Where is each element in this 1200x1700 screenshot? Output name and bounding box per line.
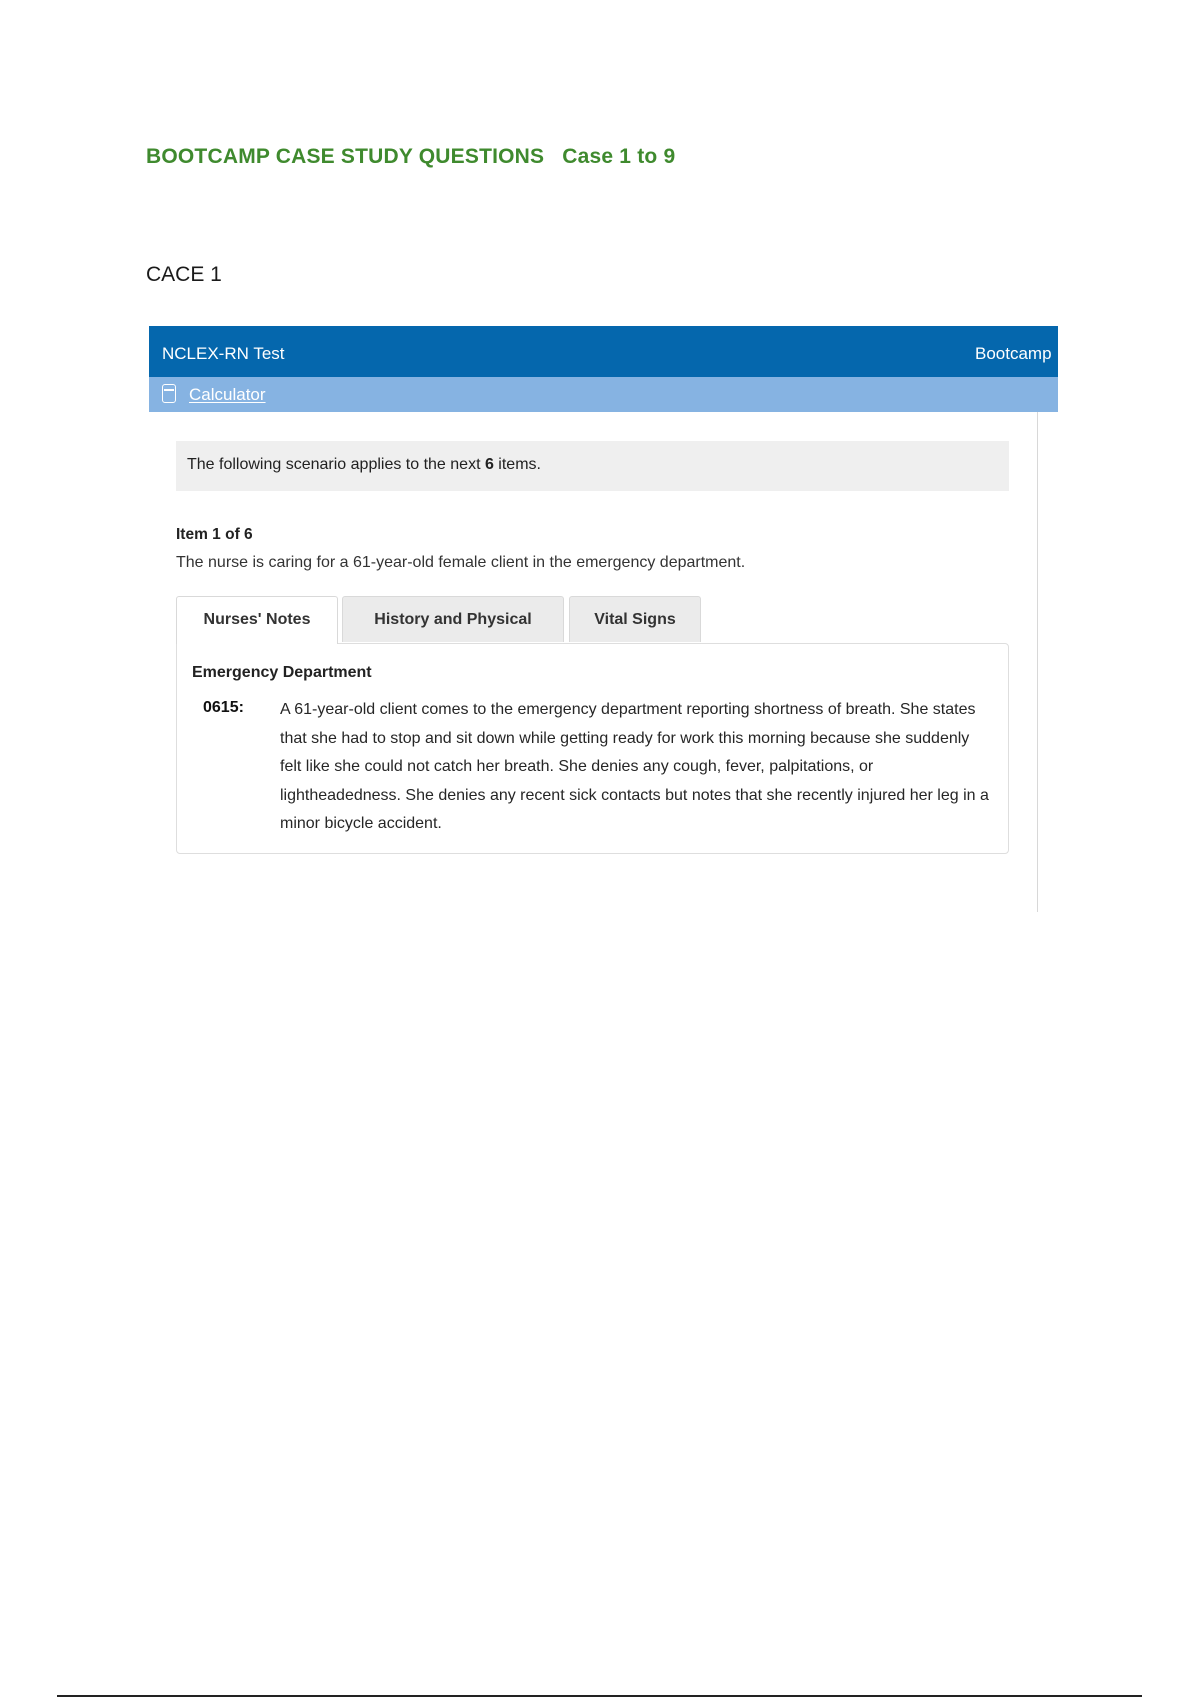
scenario-count: 6 (484, 456, 494, 473)
tab-vital-signs[interactable]: Vital Signs (569, 596, 701, 642)
scenario-banner (176, 441, 1009, 491)
scenario-suffix: items. (493, 456, 541, 473)
exam-toolbar (149, 377, 1058, 412)
item-number: Item 1 of 6 (176, 526, 253, 543)
note-time: 0615: (203, 699, 244, 716)
exam-app-screenshot (149, 326, 1058, 912)
tab-nurses-notes[interactable]: Nurses' Notes (176, 596, 338, 644)
scenario-prefix: The following scenario applies to the next (187, 456, 485, 473)
item-stem: The nurse is caring for a 61-year-old female client in the emergency department. (176, 554, 746, 571)
page-bottom-rule (57, 1695, 1142, 1697)
test-name: NCLEX-RN Test (162, 344, 285, 363)
content-divider (1037, 412, 1038, 912)
document-title (146, 145, 675, 169)
notes-heading: Emergency Department (192, 664, 372, 681)
case-heading: CACE 1 (146, 263, 222, 286)
note-text: A 61-year-old client comes to the emergency department reporting shortness of breath. She states that she had to stop and sit down while getting ready for work this morning because she suddenly felt like she could not catch her breath. She denies any cough, fever, palpitations, or lightheadedness. She denies any recent sick contacts but notes that she recently injured her leg in a minor bicycle accident. (280, 701, 989, 832)
tab-history-and-physical[interactable]: History and Physical (342, 596, 564, 642)
program-name: Bootcamp (975, 344, 1052, 363)
nurses-notes-panel (176, 643, 1009, 854)
calculator-icon[interactable] (162, 384, 176, 403)
exam-header-bar (149, 326, 1058, 377)
calculator-button[interactable]: Calculator (189, 385, 266, 404)
document-title-main: BOOTCAMP CASE STUDY QUESTIONS (146, 145, 545, 168)
document-title-range: Case 1 to 9 (562, 145, 676, 168)
